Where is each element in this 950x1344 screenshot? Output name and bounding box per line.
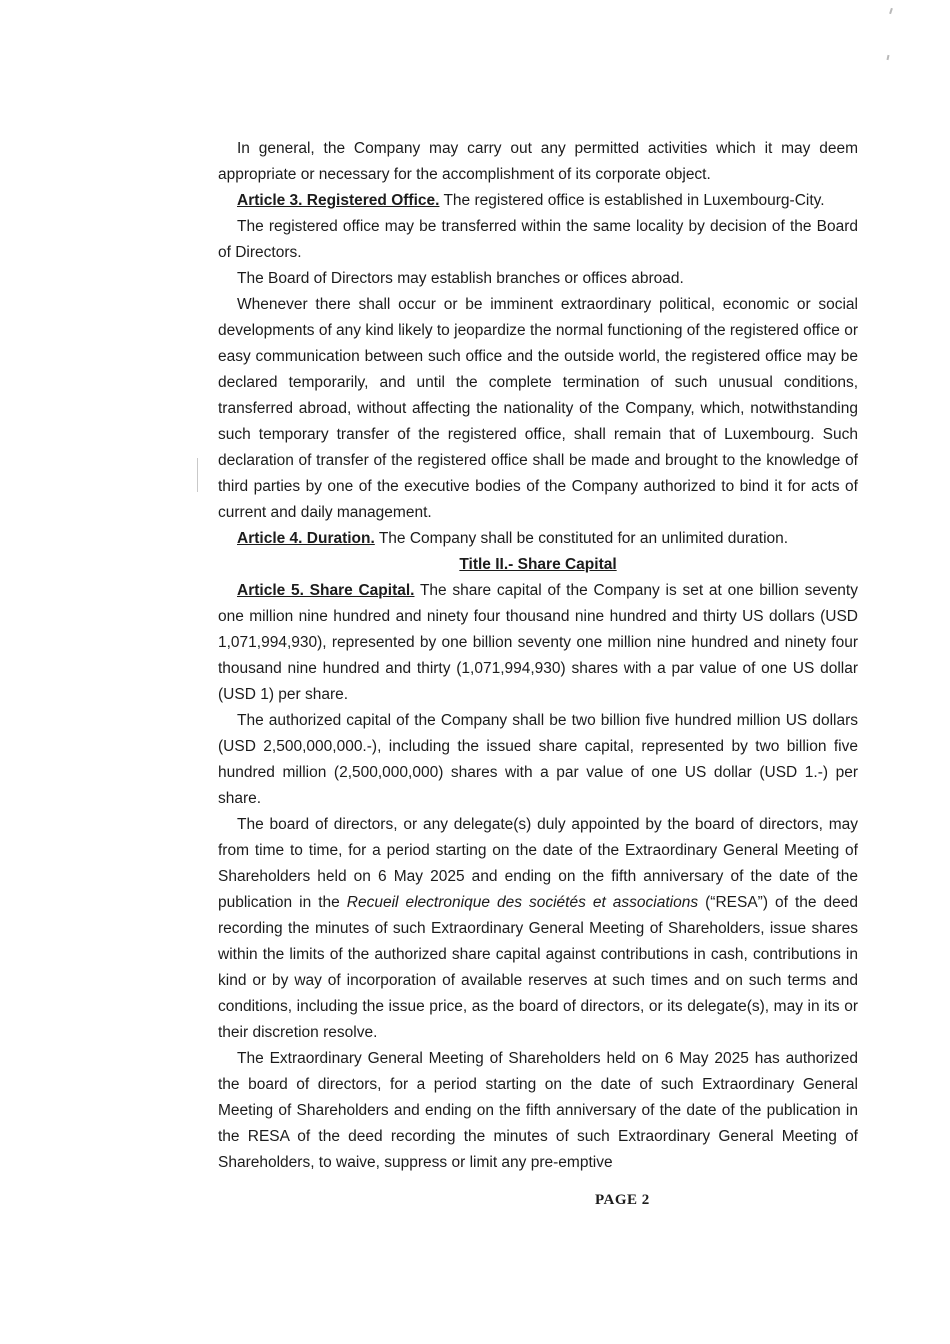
paragraph-article-3 xyxy=(218,188,858,214)
recueil-electronique-italic: Recueil electronique des sociétés et associations xyxy=(346,894,699,911)
paragraph-general-activities: In general, the Company may carry out any permitted activities which it may deem appropriate or necessary for the accomplishment of its corporate object. xyxy=(218,140,858,183)
paragraph-branches-abroad: The Board of Directors may establish branches or offices abroad. xyxy=(237,270,684,287)
page-number: PAGE 2 xyxy=(595,1192,650,1208)
title-ii-text: Title II.- Share Capital xyxy=(459,556,617,573)
scan-artifact xyxy=(889,8,893,14)
board-authorization-text-before: The board of directors, or any delegate(s) duly appointed by the board of directors, may from time to time, for a period starting on the date of the Extraordinary General Meeting of Shareholders held on 6 May 2025 and ending on the fifth anniversary of the date of the publication in the xyxy=(218,816,858,911)
title-ii-heading xyxy=(218,552,858,578)
article-3-heading: Article 3. Registered Office. xyxy=(237,192,440,209)
article-3-text: The registered office is established in Luxembourg-City. xyxy=(439,192,825,209)
scan-artifact xyxy=(197,458,198,492)
article-4-heading: Article 4. Duration. xyxy=(237,530,375,547)
article-4-text: The Company shall be constituted for an unlimited duration. xyxy=(374,530,789,547)
paragraph-article-4 xyxy=(218,526,858,552)
scan-artifact xyxy=(887,55,890,60)
board-authorization-text-after: (“RESA”) of the deed recording the minutes of such Extraordinary General Meeting of Shareholders, issue shares within the limits of the authorized share capital against contributions in cash, contributions in kind or by way of incorporation of available reserves at such times and on such terms and conditions, including the issue price, as the board of directors, or its delegate(s), may in its or their discretion resolve. xyxy=(218,894,858,1041)
article-5-heading: Article 5. Share Capital. xyxy=(237,582,415,599)
paragraph-article-5 xyxy=(218,578,858,708)
paragraph-extraordinary-events: Whenever there shall occur or be imminent extraordinary political, economic or social developments of any kind likely to jeopardize the normal functioning of the registered office or easy communication between such office and the outside world, the registered office may be declared temporarily, and until the complete termination of such unusual conditions, transferred abroad, without affecting the nationality of the Company, which, notwithstanding such temporary transfer of the registered office, shall remain that of Luxembourg. Such declaration of transfer of the registered office shall be made and brought to the knowledge of third parties by one of the executive bodies of the Company authorized to bind it for acts of current and daily management. xyxy=(218,296,858,521)
document-body xyxy=(218,136,858,1176)
paragraph-authorized-capital: The authorized capital of the Company shall be two billion five hundred million US dollars (USD 2,500,000,000.-), including the issued share capital, represented by two billion five hundred million (2,500,000,000) shares with a par value of one US dollar (USD 1.-) per share. xyxy=(218,712,858,807)
paragraph-board-authorization xyxy=(218,812,858,1046)
article-5-text: The share capital of the Company is set at one billion seventy one million nine hundred and ninety four thousand nine hundred and thirty US dollars (USD 1,071,994,930), represented by one billion seventy one million nine hundred and ninety four thousand nine hundred and thirty (1,071,994,930) shares with a par value of one US dollar (USD 1) per share. xyxy=(218,582,858,703)
paragraph-office-transfer: The registered office may be transferred within the same locality by decision of the Board of Directors. xyxy=(218,218,858,261)
paragraph-egm-authorization: The Extraordinary General Meeting of Shareholders held on 6 May 2025 has authorized the board of directors, for a period starting on the date of such Extraordinary General Meeting of Shareholders and ending on the fifth anniversary of the date of the publication in the RESA of the deed recording the minutes of such Extraordinary General Meeting of Shareholders, to waive, suppress or limit any pre-emptive xyxy=(218,1050,858,1171)
